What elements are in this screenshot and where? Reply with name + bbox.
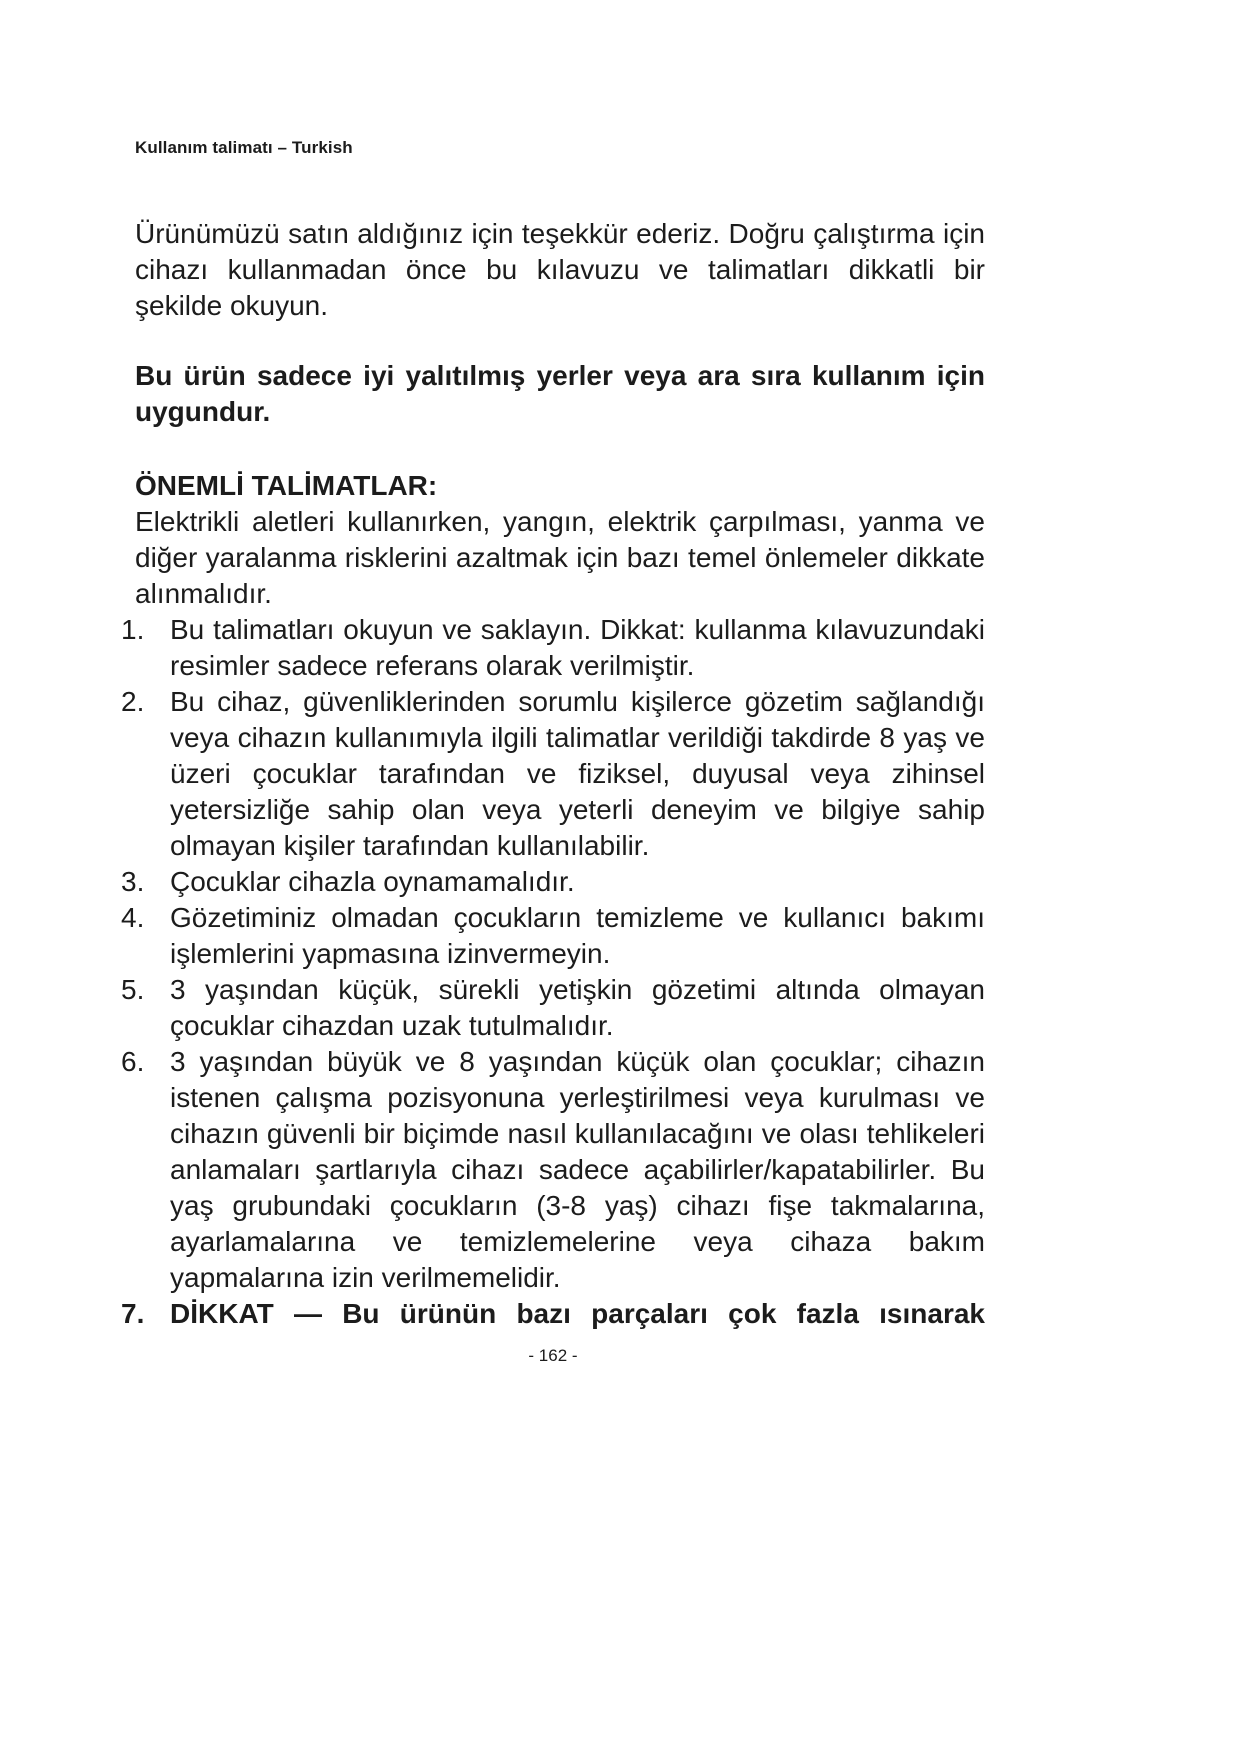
instructions-list <box>121 612 985 1332</box>
list-item-7-warning <box>121 1296 985 1332</box>
section-intro-paragraph: Elektrikli aletleri kullanırken, yangın, elektrik çarpılması, yanma ve diğer yaralanma risklerini azaltmak için bazı temel önlemeler dikkate alınmalıdır. <box>135 506 985 609</box>
list-item-text: DİKKAT — Bu ürünün bazı parçaları çok fazla ısınarak <box>170 1298 985 1329</box>
list-item-number: 7. <box>121 1298 145 1329</box>
list-item-2 <box>121 684 985 864</box>
section-title: ÖNEMLİ TALİMATLAR: <box>135 470 438 501</box>
list-item-text: Bu cihaz, güvenliklerinden sorumlu kişilerce gözetim sağlandığı veya cihazın kullanımıyla ilgili talimatlar verildiği takdirde 8 yaş ve üzeri çocuklar tarafından ve fiziksel, duyusal veya zihinsel yetersizliğe sahip olan veya yeterli deneyim ve bilgiye sahip olmayan kişiler tarafından kullanılabilir. <box>170 686 985 861</box>
list-item-text: Çocuklar cihazla oynamamalıdır. <box>170 866 575 897</box>
list-item-6 <box>121 1044 985 1296</box>
list-item-number: 3. <box>121 866 145 897</box>
list-item-text: Bu talimatları okuyun ve saklayın. Dikkat: kullanma kılavuzundaki resimler sadece referans olarak verilmiştir. <box>170 614 985 681</box>
document-body <box>121 216 985 1332</box>
list-item-1 <box>121 612 985 684</box>
page-header: Kullanım talimatı – Turkish <box>135 138 353 157</box>
list-item-text: Gözetiminiz olmadan çocukların temizleme ve kullanıcı bakımı işlemlerini yapmasına izinvermeyin. <box>170 902 985 969</box>
list-item-number: 1. <box>121 614 145 645</box>
list-item-text: 3 yaşından büyük ve 8 yaşından küçük olan çocuklar; cihazın istenen çalışma pozisyonuna yerleştirilmesi veya kurulması ve cihazın güvenli bir biçimde nasıl kullanılacağını ve olası tehlikeleri anlamaları şartlarıyla cihazı sadece açabilirler/kapatabilirler. Bu yaş grubundaki çocukların (3-8 yaş) cihazı fişe takmalarına, ayarlamalarına ve temizlemelerine veya cihaza bakım yapmalarına izin verilmemelidir. <box>170 1046 985 1293</box>
page-number: - 162 - <box>528 1346 578 1365</box>
list-item-3 <box>121 864 985 900</box>
list-item-5 <box>121 972 985 1044</box>
list-item-4 <box>121 900 985 972</box>
list-item-number: 6. <box>121 1046 145 1077</box>
intro-paragraph: Ürünümüzü satın aldığınız için teşekkür ederiz. Doğru çalıştırma için cihazı kullanmadan önce bu kılavuzu ve talimatları dikkatli bir şekilde okuyun. <box>135 218 985 321</box>
list-item-number: 5. <box>121 974 145 1005</box>
notice-paragraph: Bu ürün sadece iyi yalıtılmış yerler veya ara sıra kullanım için uygundur. <box>135 360 985 427</box>
list-item-number: 4. <box>121 902 145 933</box>
list-item-number: 2. <box>121 686 145 717</box>
list-item-text: 3 yaşından küçük, sürekli yetişkin gözetimi altında olmayan çocuklar cihazdan uzak tutulmalıdır. <box>170 974 985 1041</box>
